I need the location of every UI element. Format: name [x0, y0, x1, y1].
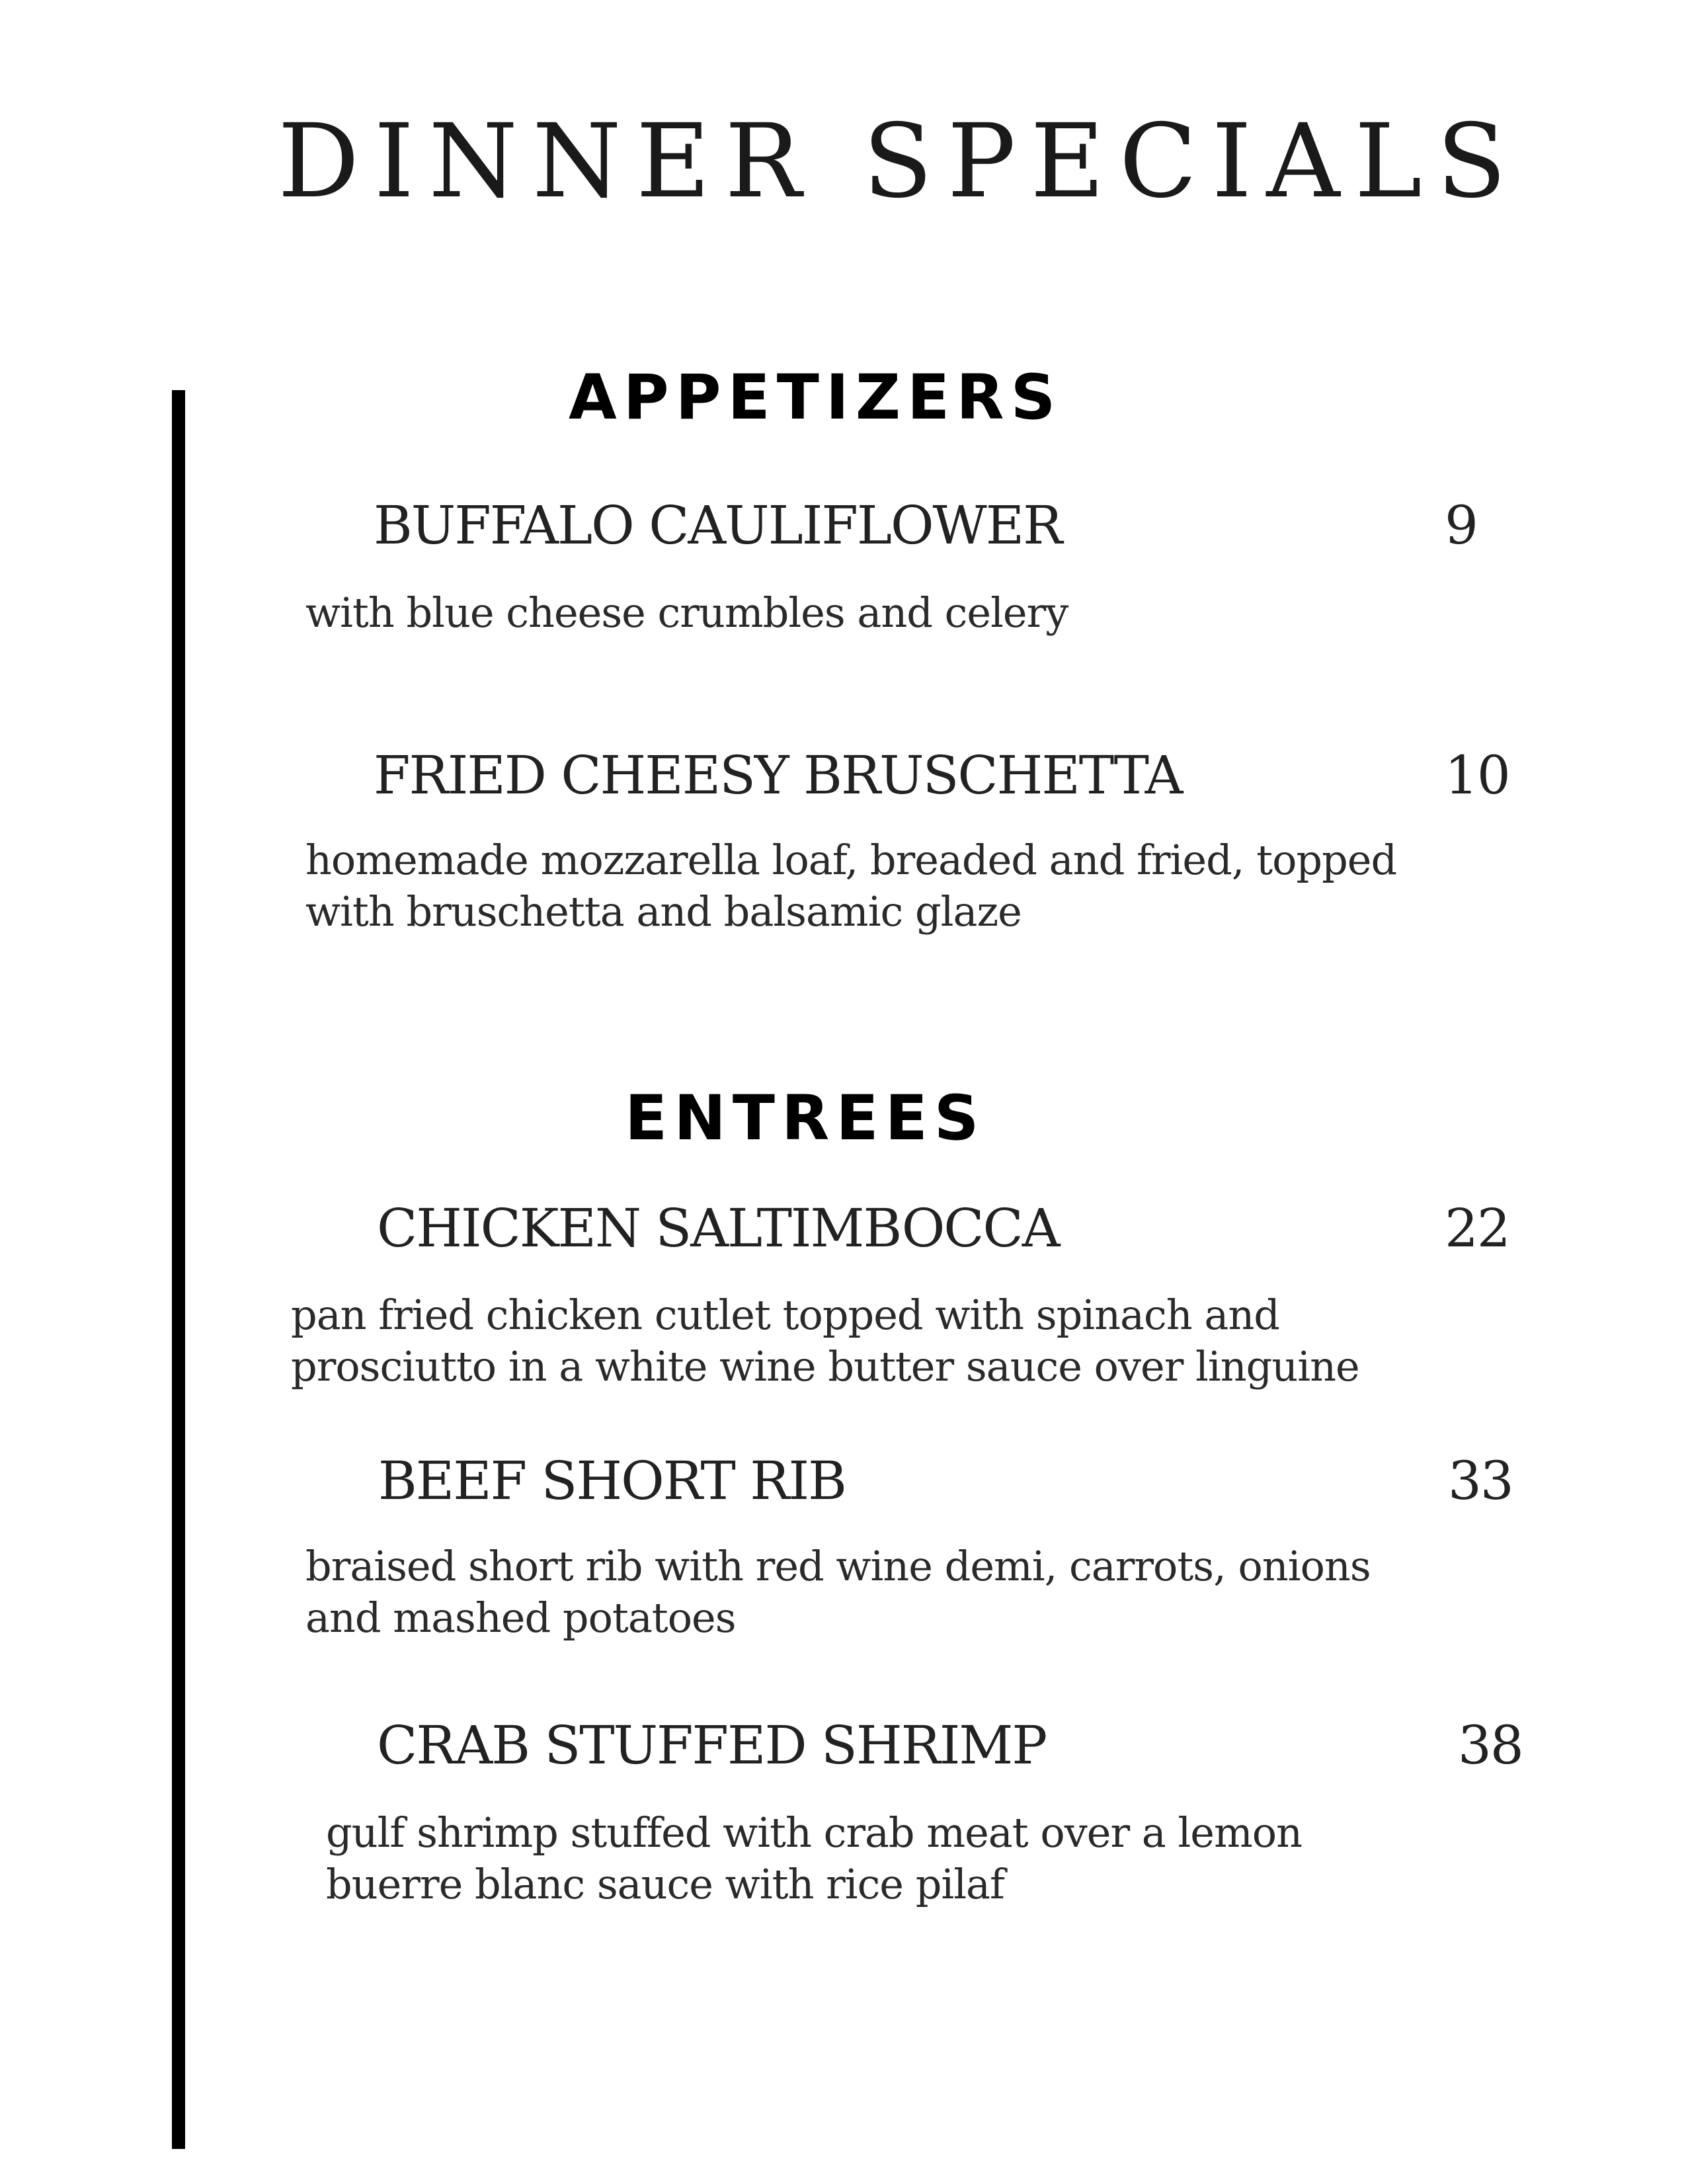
description-line: prosciutto in a white wine butter sauce over linguine [291, 1342, 1359, 1391]
menu-item-name: FRIED CHEESY BRUSCHETTA [374, 745, 1182, 806]
menu-item-name: BEEF SHORT RIB [378, 1450, 846, 1512]
description-line: braised short rib with red wine demi, carrots, onions [305, 1542, 1371, 1590]
menu-item-description [305, 587, 1068, 639]
menu-item-description [305, 834, 1396, 938]
menu-item-price: 9 [1445, 495, 1477, 556]
description-line: gulf shrimp stuffed with crab meat over a lemon [326, 1808, 1303, 1857]
description-line: and mashed potatoes [305, 1594, 736, 1642]
menu-item-name: CHICKEN SALTIMBOCCA [377, 1197, 1059, 1259]
section-heading-entrees: ENTREES [625, 1082, 986, 1154]
description-line: buerre blanc sauce with rice pilaf [326, 1860, 1004, 1908]
description-line: with bruschetta and balsamic glaze [305, 887, 1022, 936]
page-title: DINNER SPECIALS [278, 102, 1521, 221]
description-line: with blue cheese crumbles and celery [305, 588, 1068, 637]
menu-item-name: BUFFALO CAULIFLOWER [374, 495, 1062, 556]
description-line: pan fried chicken cutlet topped with spinach and [291, 1291, 1279, 1339]
menu-item-description [326, 1807, 1302, 1910]
menu-item-price: 38 [1458, 1715, 1523, 1776]
vertical-divider [172, 390, 185, 2149]
menu-item-price: 22 [1445, 1197, 1509, 1259]
menu-item-price: 33 [1448, 1450, 1513, 1512]
menu-item-description [305, 1541, 1371, 1644]
description-line: homemade mozzarella loaf, breaded and fried, topped [305, 836, 1397, 884]
menu-item-description [291, 1289, 1359, 1393]
section-heading-appetizers: APPETIZERS [569, 362, 1063, 434]
menu-item-price: 10 [1445, 745, 1509, 806]
menu-item-name: CRAB STUFFED SHRIMP [377, 1715, 1047, 1776]
